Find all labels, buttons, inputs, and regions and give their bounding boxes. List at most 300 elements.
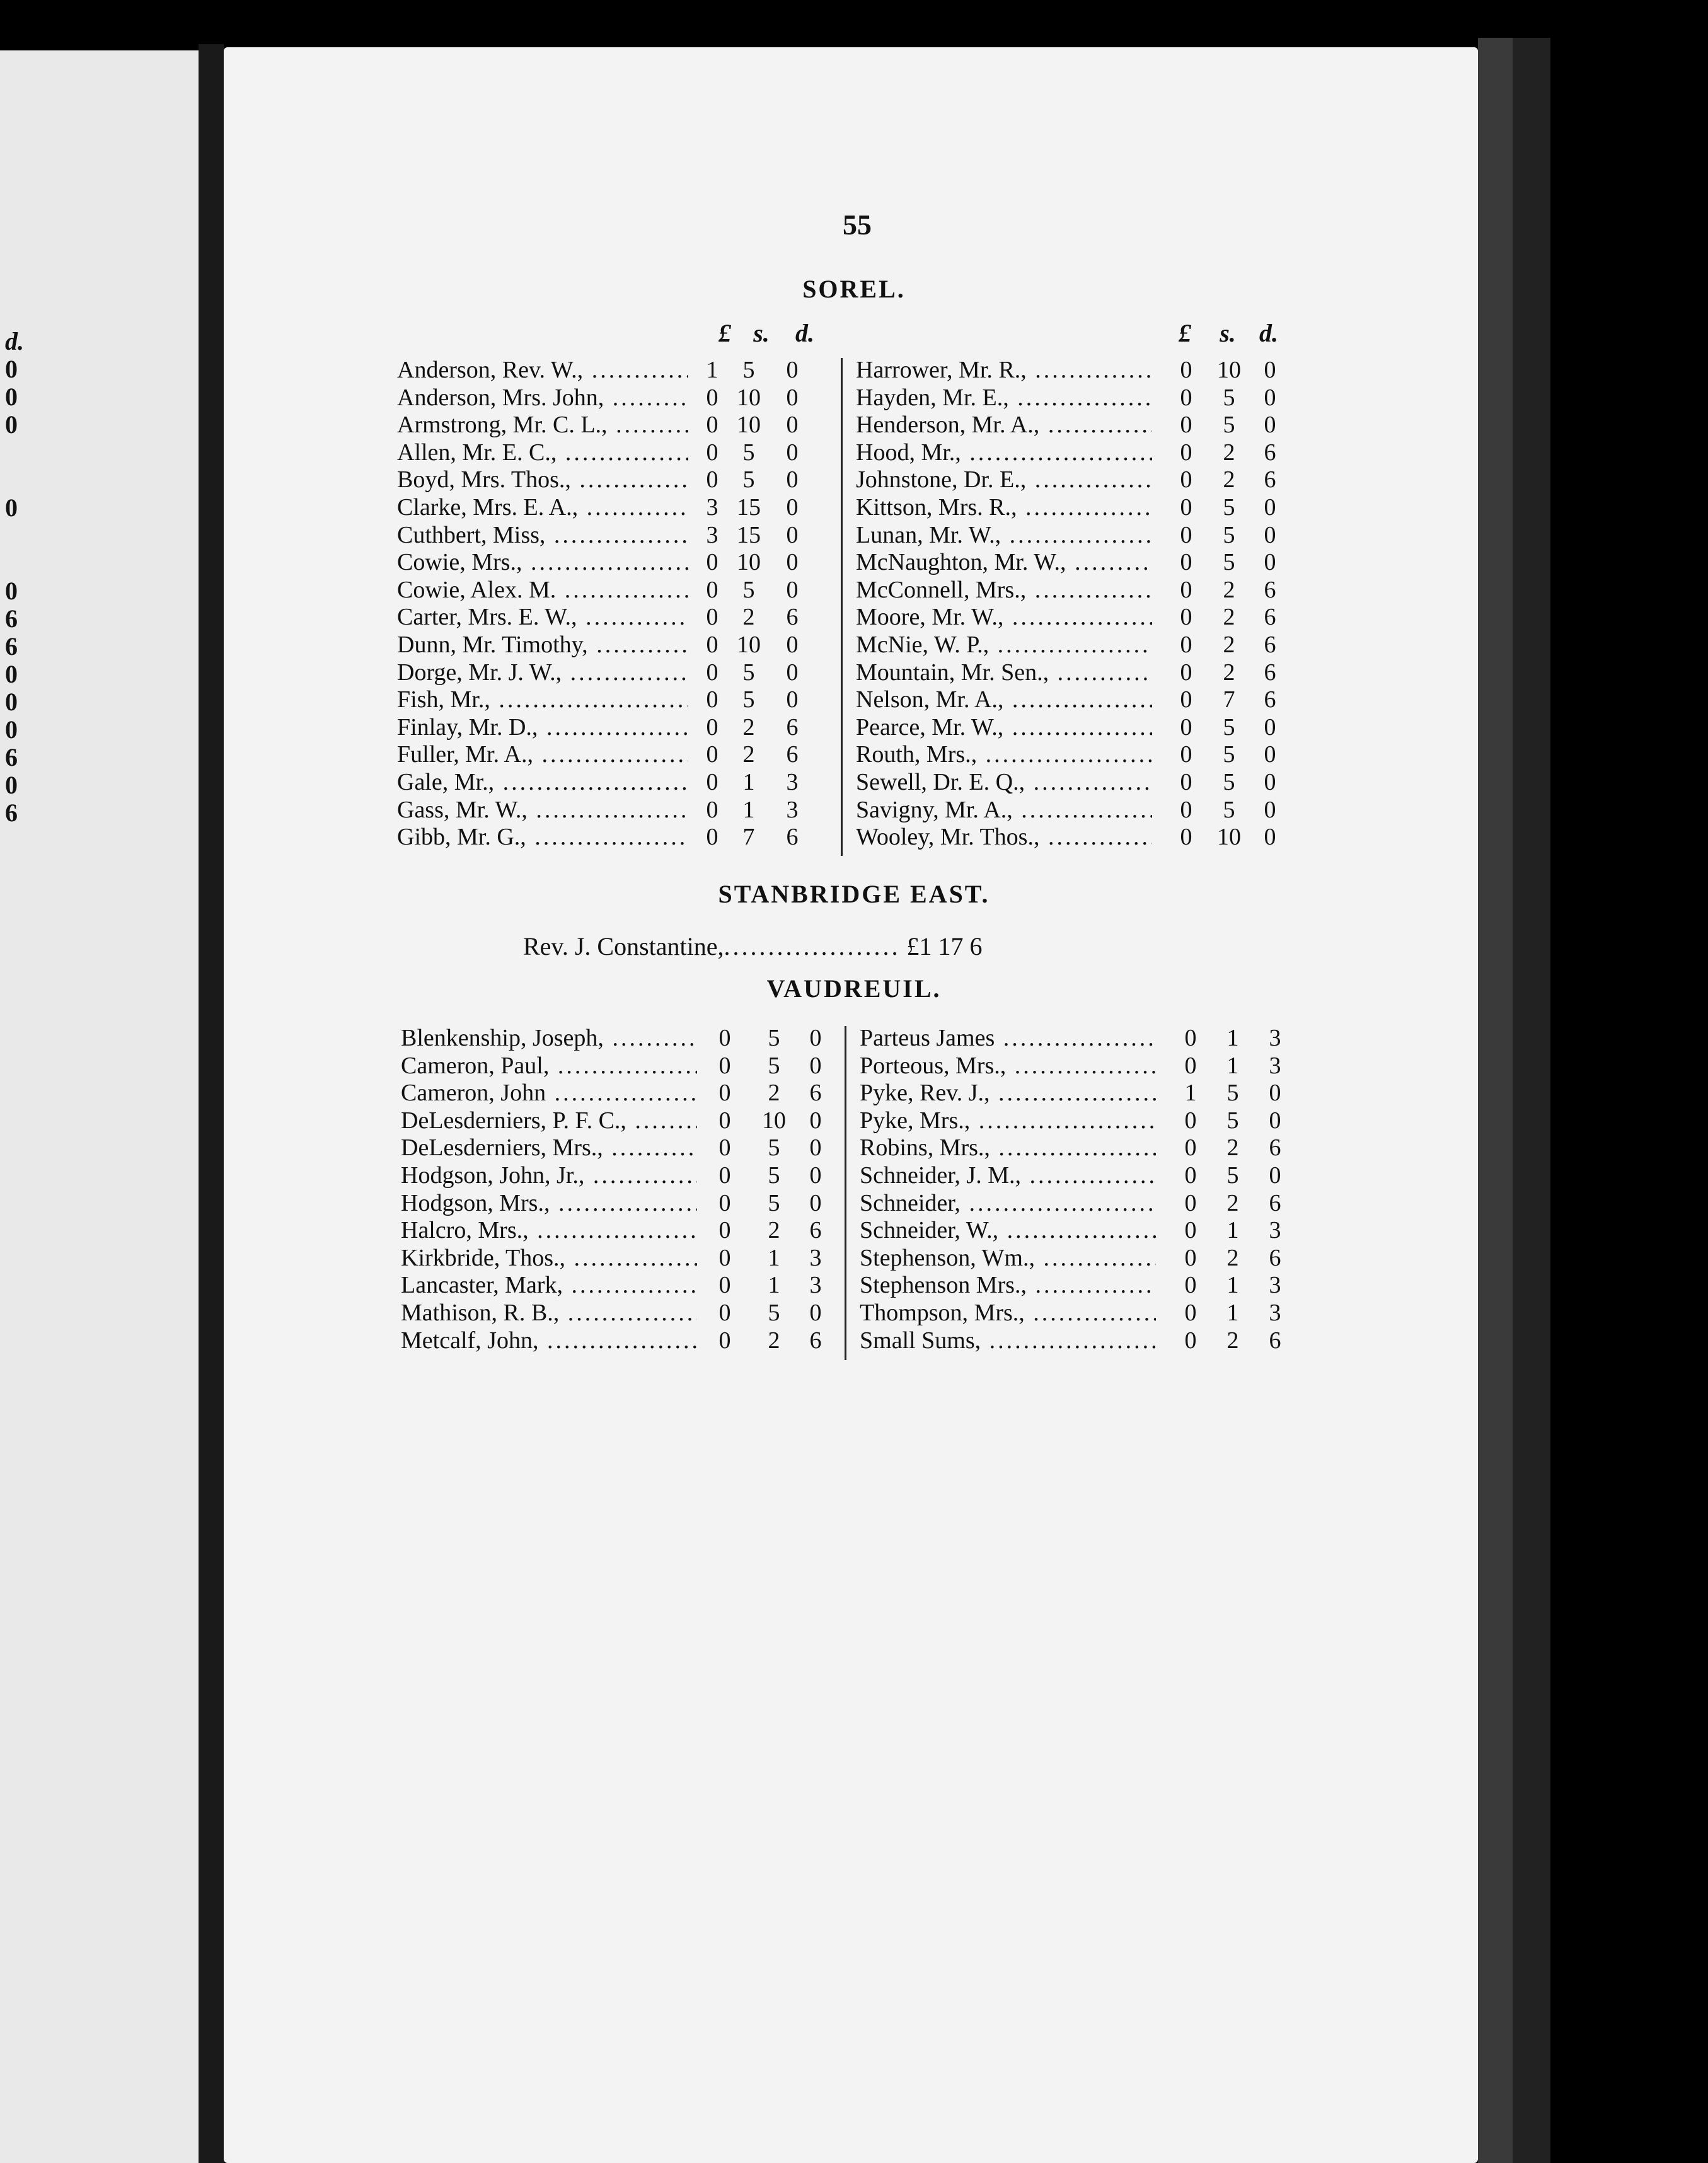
facing-column-value: 6 [5, 743, 18, 771]
amount-shillings: 5 [1214, 1162, 1252, 1189]
entry-name-wrap [397, 603, 688, 631]
amount-shillings: 1 [730, 796, 768, 824]
entry-name-wrap [397, 576, 688, 604]
entry-name-wrap [860, 1271, 1156, 1299]
amount-pounds: 0 [706, 1271, 744, 1299]
amount-pence: 0 [773, 466, 811, 493]
amount-shillings: 1 [1214, 1024, 1252, 1052]
page-number: 55 [843, 209, 872, 241]
table-row [856, 466, 1284, 493]
entry-name-wrap [401, 1327, 697, 1354]
entry-name: Cameron, John ..... [401, 1079, 697, 1107]
amount-pounds: 0 [1167, 686, 1205, 713]
facing-column-value: 0 [5, 410, 18, 439]
entry-name-wrap [397, 439, 688, 466]
amount-pence: 0 [1256, 1162, 1294, 1189]
amount-shillings: 10 [730, 384, 768, 412]
facing-column-value: 0 [5, 660, 18, 688]
amount-shillings: 5 [755, 1024, 793, 1052]
sorel-left-table [397, 356, 832, 851]
entry-name: Clarke, Mrs. E. A., ..... [397, 493, 688, 521]
amount-pounds: 0 [1172, 1134, 1209, 1162]
amount-pounds: 0 [706, 1216, 744, 1244]
amount-pounds: 0 [1167, 741, 1205, 768]
amount-pence: 0 [773, 521, 811, 549]
table-row [856, 548, 1284, 576]
amount-pounds: 0 [1172, 1244, 1209, 1272]
amount-pounds: 0 [1167, 576, 1205, 604]
col-header-pounds: £ [1179, 319, 1191, 347]
entry-name: Schneider, ..... [860, 1189, 1156, 1217]
amount-shillings: 10 [1210, 356, 1248, 384]
amount-pounds: 0 [1167, 439, 1205, 466]
col-header-shillings: s. [753, 319, 770, 347]
entry-name: McNie, W. P., ..... [856, 631, 1152, 659]
amount-pence: 3 [1256, 1299, 1294, 1327]
amount-pence: 0 [797, 1052, 834, 1080]
entry-name: Finlay, Mr. D., ..... [397, 713, 688, 741]
amount-pounds: 0 [1167, 631, 1205, 659]
entry-name: Anderson, Mrs. John, ..... [397, 384, 688, 412]
table-row [860, 1299, 1288, 1327]
amount-shillings: 2 [1210, 576, 1248, 604]
entry-name: Pearce, Mr. W., ..... [856, 713, 1152, 741]
amount-pence: 6 [773, 713, 811, 741]
amount-pence: 0 [797, 1024, 834, 1052]
amount-shillings: 10 [755, 1107, 793, 1134]
entry-name: Dorge, Mr. J. W., ..... [397, 659, 688, 686]
amount-shillings: 5 [730, 576, 768, 604]
amount-shillings: 10 [730, 411, 768, 439]
amount-pence: 6 [1256, 1327, 1294, 1354]
amount-pence: 3 [773, 796, 811, 824]
amount-pounds: 0 [706, 1052, 744, 1080]
table-row [856, 411, 1284, 439]
table-row [401, 1162, 836, 1189]
entry-name: Lancaster, Mark, ..... [401, 1271, 697, 1299]
amount-shillings: 5 [755, 1052, 793, 1080]
table-row [397, 521, 832, 549]
entry-name-wrap [860, 1052, 1156, 1080]
amount-shillings: 5 [730, 356, 768, 384]
amount-pounds: 0 [1167, 768, 1205, 796]
entry-name-wrap [860, 1327, 1156, 1354]
amount-pounds: 1 [1172, 1079, 1209, 1107]
amount-shillings: 10 [730, 548, 768, 576]
amount-shillings: 10 [1210, 823, 1248, 851]
entry-name: Cowie, Alex. M. ..... [397, 576, 688, 604]
col-header-pounds: £ [718, 319, 731, 347]
amount-shillings: 2 [755, 1079, 793, 1107]
stanbridge-entry [523, 932, 983, 961]
amount-pence: 0 [773, 576, 811, 604]
facing-column-value: 0 [5, 355, 18, 383]
amount-pence: 0 [797, 1299, 834, 1327]
amount-pounds: 0 [1167, 466, 1205, 493]
amount-shillings: 5 [755, 1134, 793, 1162]
amount-pounds: 0 [1167, 603, 1205, 631]
amount-pounds: 0 [693, 384, 731, 412]
sorel-left-column-headers [709, 318, 835, 347]
entry-name: Porteous, Mrs., ..... [860, 1052, 1156, 1080]
entry-name: Schneider, W., ..... [860, 1216, 1156, 1244]
table-row [397, 713, 832, 741]
table-row [397, 796, 832, 824]
amount-pence: 0 [1251, 713, 1289, 741]
entry-name-wrap [856, 603, 1152, 631]
amount-pence: 3 [1256, 1216, 1294, 1244]
amount-pounds: 0 [706, 1189, 744, 1217]
amount-shillings: 2 [1214, 1134, 1252, 1162]
entry-name-wrap [397, 823, 688, 851]
entry-name: Stephenson Mrs., ..... [860, 1271, 1156, 1299]
table-row [856, 521, 1284, 549]
amount-shillings: 2 [1210, 631, 1248, 659]
amount-shillings: 2 [755, 1216, 793, 1244]
amount-shillings: 2 [1210, 659, 1248, 686]
entry-name: Kirkbride, Thos., ..... [401, 1244, 697, 1272]
amount-pence: 0 [1251, 411, 1289, 439]
amount-pounds: 0 [1167, 823, 1205, 851]
table-row [856, 439, 1284, 466]
sorel-right-column-headers [1169, 318, 1295, 347]
table-row [856, 384, 1284, 412]
amount-pence: 0 [1251, 768, 1289, 796]
amount-pence: 6 [1251, 659, 1289, 686]
amount-shillings: 1 [1214, 1052, 1252, 1080]
table-row [401, 1216, 836, 1244]
entry-name: McNaughton, Mr. W., ..... [856, 548, 1152, 576]
facing-column-value [5, 522, 30, 550]
amount-shillings: 5 [1210, 384, 1248, 412]
amount-shillings: 5 [1210, 796, 1248, 824]
amount-pence: 6 [773, 603, 811, 631]
table-row [856, 768, 1284, 796]
amount-shillings: 5 [1210, 521, 1248, 549]
amount-shillings: 1 [1214, 1216, 1252, 1244]
book-edge-dark [1513, 38, 1550, 2163]
entry-name-wrap [401, 1189, 697, 1217]
entry-name: Cowie, Mrs., ..... [397, 548, 688, 576]
amount-shillings: 10 [730, 631, 768, 659]
amount-pounds: 0 [706, 1244, 744, 1272]
table-row [397, 741, 832, 768]
table-row [401, 1244, 836, 1272]
entry-name-wrap [856, 356, 1152, 384]
amount-pence: 0 [1256, 1107, 1294, 1134]
facing-column-value: 0 [5, 715, 18, 744]
amount-shillings: 5 [755, 1189, 793, 1217]
table-row [401, 1327, 836, 1354]
entry-name-wrap [397, 713, 688, 741]
table-row [397, 548, 832, 576]
amount-shillings: 2 [730, 603, 768, 631]
entry-name-wrap [856, 713, 1152, 741]
entry-name-wrap [401, 1216, 697, 1244]
entry-name-wrap [401, 1299, 697, 1327]
entry-name: Stephenson, Wm., ..... [860, 1244, 1156, 1272]
table-row [397, 439, 832, 466]
section-heading-sorel: SOREL. [802, 275, 906, 303]
table-row [860, 1244, 1288, 1272]
entry-amount: £1 17 6 [906, 932, 983, 960]
table-row [397, 411, 832, 439]
entry-name-wrap [856, 439, 1152, 466]
amount-shillings: 2 [1214, 1244, 1252, 1272]
entry-name: Moore, Mr. W., ..... [856, 603, 1152, 631]
amount-pence: 6 [773, 741, 811, 768]
entry-name: Halcro, Mrs., ..... [401, 1216, 697, 1244]
amount-pence: 6 [797, 1216, 834, 1244]
amount-pounds: 3 [693, 521, 731, 549]
amount-pence: 0 [773, 356, 811, 384]
entry-name: Boyd, Mrs. Thos., ..... [397, 466, 688, 493]
amount-pounds: 0 [1167, 521, 1205, 549]
entry-name-wrap [397, 768, 688, 796]
amount-pence: 0 [1251, 493, 1289, 521]
amount-pence: 0 [1256, 1079, 1294, 1107]
amount-pence: 0 [1251, 823, 1289, 851]
facing-column-value: 0 [5, 577, 18, 605]
amount-shillings: 5 [730, 466, 768, 493]
entry-name: Allen, Mr. E. C., ..... [397, 439, 688, 466]
amount-pence: 0 [773, 439, 811, 466]
amount-pounds: 0 [706, 1107, 744, 1134]
entry-name-wrap [397, 411, 688, 439]
amount-pounds: 0 [1172, 1162, 1209, 1189]
table-row [860, 1216, 1288, 1244]
table-row [397, 768, 832, 796]
entry-name-wrap [860, 1024, 1156, 1052]
amount-pounds: 0 [1172, 1024, 1209, 1052]
entry-name-wrap [401, 1052, 697, 1080]
entry-name: Hodgson, Mrs., ..... [401, 1189, 697, 1217]
table-row [856, 713, 1284, 741]
amount-pounds: 0 [1172, 1052, 1209, 1080]
table-row [397, 686, 832, 713]
entry-name: Mountain, Mr. Sen., ..... [856, 659, 1152, 686]
facing-column-header: d. [5, 327, 24, 355]
entry-name: Carter, Mrs. E. W., ..... [397, 603, 688, 631]
amount-pounds: 0 [1172, 1107, 1209, 1134]
entry-name-wrap [860, 1162, 1156, 1189]
table-row [401, 1299, 836, 1327]
amount-pence: 0 [1251, 796, 1289, 824]
entry-name: McConnell, Mrs., ..... [856, 576, 1152, 604]
table-row [856, 686, 1284, 713]
amount-shillings: 15 [730, 521, 768, 549]
table-row [401, 1052, 836, 1080]
amount-pounds: 0 [1167, 493, 1205, 521]
entry-name: Gibb, Mr. G., ..... [397, 823, 688, 851]
table-row [397, 576, 832, 604]
entry-name: Pyke, Mrs., ..... [860, 1107, 1156, 1134]
amount-shillings: 1 [755, 1271, 793, 1299]
amount-pence: 6 [1251, 576, 1289, 604]
table-row [860, 1162, 1288, 1189]
amount-pence: 0 [773, 686, 811, 713]
facing-column-value: 0 [5, 771, 18, 799]
facing-page-edge [0, 50, 199, 2163]
amount-pence: 0 [1251, 384, 1289, 412]
amount-shillings: 5 [755, 1299, 793, 1327]
entry-name: Hood, Mr., ..... [856, 439, 1152, 466]
entry-dots: .................... [724, 932, 901, 960]
entry-name-wrap [856, 741, 1152, 768]
entry-name: Henderson, Mr. A., ..... [856, 411, 1152, 439]
amount-shillings: 1 [1214, 1271, 1252, 1299]
entry-name-wrap [401, 1079, 697, 1107]
entry-name-wrap [856, 631, 1152, 659]
entry-name-wrap [856, 768, 1152, 796]
amount-pence: 0 [797, 1107, 834, 1134]
amount-pounds: 0 [693, 411, 731, 439]
table-row [860, 1327, 1288, 1354]
amount-pence: 0 [1251, 521, 1289, 549]
entry-name: Gass, Mr. W., ..... [397, 796, 688, 824]
gutter [199, 44, 224, 2163]
table-row [856, 659, 1284, 686]
entry-name-wrap [397, 466, 688, 493]
entry-name-wrap [401, 1244, 697, 1272]
entry-name-wrap [401, 1271, 697, 1299]
table-row [856, 741, 1284, 768]
table-row [401, 1134, 836, 1162]
entry-name: Rev. J. Constantine, [523, 932, 724, 960]
amount-shillings: 5 [730, 439, 768, 466]
amount-shillings: 5 [1214, 1079, 1252, 1107]
vaudreuil-left-table [401, 1024, 836, 1354]
entry-name-wrap [856, 411, 1152, 439]
amount-pounds: 0 [1167, 659, 1205, 686]
entry-name: Parteus James ..... [860, 1024, 1156, 1052]
amount-pence: 6 [1256, 1189, 1294, 1217]
entry-name: Robins, Mrs., ..... [860, 1134, 1156, 1162]
entry-name-wrap [860, 1244, 1156, 1272]
entry-name-wrap [397, 384, 688, 412]
facing-column-value [5, 466, 30, 494]
amount-pounds: 3 [693, 493, 731, 521]
table-row [860, 1271, 1288, 1299]
entry-name: Harrower, Mr. R., ..... [856, 356, 1152, 384]
amount-pence: 0 [1251, 356, 1289, 384]
entry-name-wrap [856, 659, 1152, 686]
amount-pounds: 0 [1172, 1271, 1209, 1299]
col-header-pence: d. [795, 319, 814, 347]
entry-name: Cuthbert, Miss, ..... [397, 521, 688, 549]
amount-pounds: 0 [1167, 411, 1205, 439]
amount-shillings: 1 [1214, 1299, 1252, 1327]
amount-pounds: 0 [693, 741, 731, 768]
amount-pence: 3 [797, 1244, 834, 1272]
amount-shillings: 2 [1210, 439, 1248, 466]
entry-name-wrap [397, 631, 688, 659]
table-row [397, 356, 832, 384]
entry-name: Gale, Mr., ..... [397, 768, 688, 796]
amount-pence: 6 [1251, 686, 1289, 713]
entry-name: Small Sums, ..... [860, 1327, 1156, 1354]
facing-page-column [5, 328, 30, 827]
amount-pence: 6 [1251, 439, 1289, 466]
vaudreuil-right-table [860, 1024, 1288, 1354]
amount-pounds: 0 [1167, 384, 1205, 412]
entry-name: Dunn, Mr. Timothy, ..... [397, 631, 688, 659]
amount-pence: 0 [773, 411, 811, 439]
entry-name: Armstrong, Mr. C. L., ..... [397, 411, 688, 439]
amount-pence: 0 [773, 493, 811, 521]
amount-pounds: 0 [693, 796, 731, 824]
entry-name: Kittson, Mrs. R., ..... [856, 493, 1152, 521]
entry-name-wrap [860, 1107, 1156, 1134]
amount-shillings: 5 [1210, 741, 1248, 768]
entry-name-wrap [856, 466, 1152, 493]
entry-name: Routh, Mrs., ..... [856, 741, 1152, 768]
entry-name-wrap [401, 1024, 697, 1052]
amount-pence: 6 [797, 1079, 834, 1107]
facing-column-value: 6 [5, 632, 18, 660]
entry-name: DeLesderniers, Mrs., ..... [401, 1134, 697, 1162]
section-heading-vaudreuil: VAUDREUIL. [766, 974, 942, 1003]
table-row [860, 1134, 1288, 1162]
col-header-pence: d. [1259, 319, 1278, 347]
table-row [401, 1107, 836, 1134]
facing-column-value: 0 [5, 493, 18, 522]
entry-name: DeLesderniers, P. F. C., ..... [401, 1107, 697, 1134]
entry-name-wrap [397, 493, 688, 521]
entry-name: Nelson, Mr. A., ..... [856, 686, 1152, 713]
entry-name-wrap [397, 356, 688, 384]
table-row [397, 466, 832, 493]
amount-shillings: 5 [1210, 768, 1248, 796]
entry-name-wrap [856, 796, 1152, 824]
amount-pounds: 0 [1172, 1327, 1209, 1354]
entry-name: Savigny, Mr. A., ..... [856, 796, 1152, 824]
table-row [856, 603, 1284, 631]
amount-pounds: 1 [693, 356, 731, 384]
amount-shillings: 2 [730, 713, 768, 741]
entry-name-wrap [860, 1189, 1156, 1217]
entry-name-wrap [401, 1162, 697, 1189]
table-row [860, 1024, 1288, 1052]
table-row [397, 384, 832, 412]
amount-pounds: 0 [706, 1024, 744, 1052]
facing-column-value: 6 [5, 604, 18, 633]
amount-shillings: 5 [730, 659, 768, 686]
table-row [856, 356, 1284, 384]
amount-pounds: 0 [693, 439, 731, 466]
entry-name-wrap [856, 576, 1152, 604]
entry-name-wrap [397, 548, 688, 576]
book-edge [1478, 38, 1513, 2163]
entry-name-wrap [860, 1216, 1156, 1244]
entry-name-wrap [397, 521, 688, 549]
entry-name: Hodgson, John, Jr., ..... [401, 1162, 697, 1189]
entry-name-wrap [856, 384, 1152, 412]
section-heading-stanbridge: STANBRIDGE EAST. [718, 880, 990, 908]
book-edge-black [1550, 38, 1708, 2163]
table-row [860, 1079, 1288, 1107]
table-row [397, 603, 832, 631]
entry-name: Lunan, Mr. W., ..... [856, 521, 1152, 549]
entry-name-wrap [397, 796, 688, 824]
amount-pounds: 0 [1172, 1216, 1209, 1244]
entry-name: Johnstone, Dr. E., ..... [856, 466, 1152, 493]
amount-shillings: 15 [730, 493, 768, 521]
entry-name: Fish, Mr., ..... [397, 686, 688, 713]
entry-name-wrap [856, 686, 1152, 713]
amount-pence: 6 [1256, 1244, 1294, 1272]
facing-column-value: 6 [5, 799, 18, 827]
